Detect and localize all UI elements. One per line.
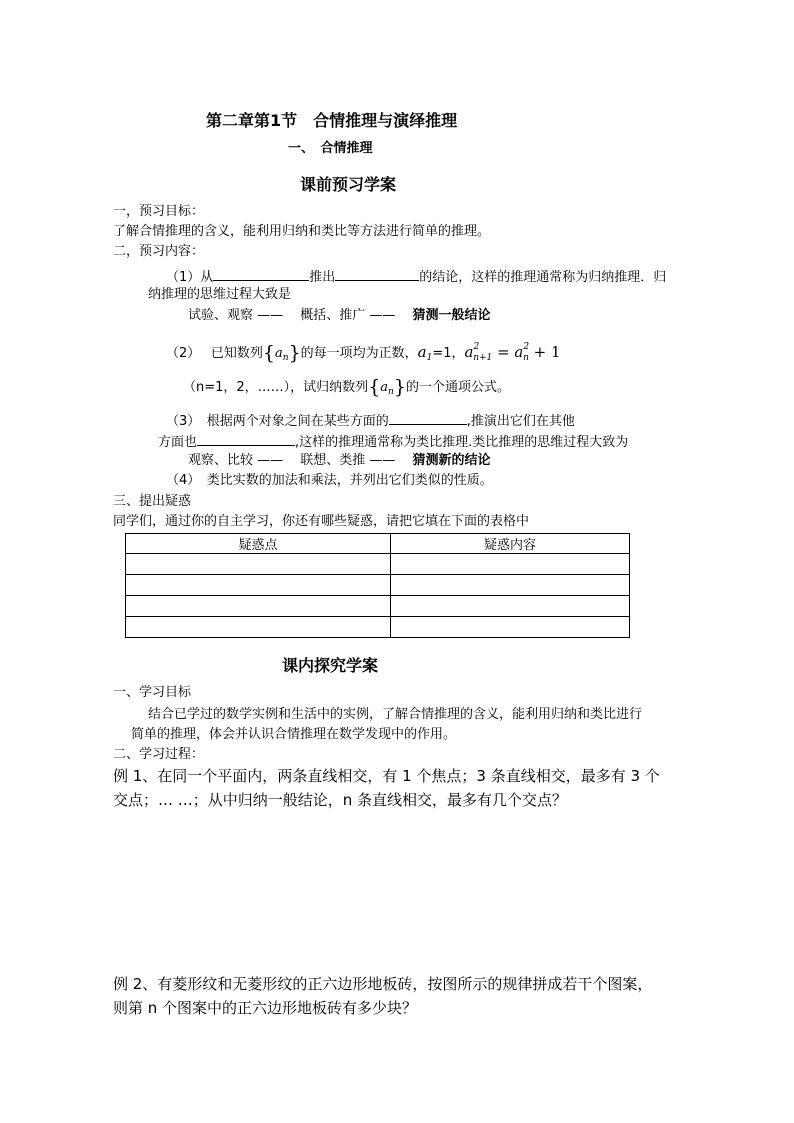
- table-cell[interactable]: [391, 596, 630, 617]
- table-row: [126, 575, 630, 596]
- fill-blank[interactable]: [197, 432, 295, 446]
- left-brace: {: [368, 376, 381, 398]
- table-header-row: [126, 534, 630, 554]
- item3-line2: 方面也 ,这样的推理通常称为类比推理.类比推理的思维过程大致为: [158, 432, 628, 451]
- item4-line: （4） 类比实数的加法和乘法，并列出它们类似的性质。: [166, 473, 493, 488]
- preview-goal-text: 了解合情推理的含义，能利用归纳和类比等方法进行简单的推理。: [113, 224, 491, 239]
- preview-content-heading: 二，预习内容：: [113, 244, 205, 259]
- doubt-heading: 三、提出疑惑: [113, 494, 192, 509]
- example2-line2: 则第 n 个图案中的正六边形地板砖有多少块？: [113, 999, 418, 1017]
- page-subtitle: 一、 合情推理: [288, 141, 373, 156]
- doubt-text: 同学们，通过你的自主学习，你还有哪些疑惑，请把它填在下面的表格中: [113, 514, 530, 529]
- table-cell[interactable]: [391, 617, 630, 638]
- math-a1: $a_1$: [417, 343, 433, 363]
- page-title: 第二章第1节 合情推理与演绎推理: [206, 111, 458, 130]
- doubt-table: [125, 533, 630, 638]
- fill-blank[interactable]: [213, 267, 309, 281]
- section-title-preview: 课前预习学案: [300, 175, 397, 194]
- inclass-goal-text-2: 简单的推理，体会并认识合情推理在数学发现中的作用。: [131, 727, 457, 742]
- table-cell[interactable]: [126, 596, 391, 617]
- inclass-goal-text-1: 结合已学过的数学实例和生活中的实例，了解合情推理的含义，能利用归纳和类比进行: [148, 707, 643, 722]
- table-cell[interactable]: [391, 575, 630, 596]
- item1-line3: 试验、观察 —— 概括、推广 —— 猜测一般结论: [188, 308, 491, 323]
- math-a-n: $a_n$: [380, 380, 394, 397]
- section-title-inclass: 课内探究学案: [282, 656, 379, 675]
- item3-line3: 观察、比较 —— 联想、类推 —— 猜测新的结论: [188, 453, 491, 468]
- item1-line1: （1）从 推出 的结论，这样的推理通常称为归纳推理．归: [166, 267, 666, 286]
- math-a-n: $a_n$: [275, 346, 289, 363]
- item3-line1: （3） 根据两个对象之间在某些方面的 ,推演出它们在其他: [166, 411, 575, 430]
- fill-blank[interactable]: [335, 267, 419, 281]
- table-header-point: 疑惑点: [126, 534, 391, 554]
- example2-line1: 例 2、有菱形纹和无菱形纹的正六边形地板砖，按图所示的规律拼成若干个图案，: [113, 975, 653, 993]
- table-row: [126, 617, 630, 638]
- left-brace: {: [262, 342, 275, 364]
- math-recurrence: $a^2_{n+1} = a^2_n + 1$: [464, 342, 561, 363]
- item2-line1: （2） 已知数列$\{a_n\}$的每一项均为正数，$a_1=1$，$a^2_{n+1} = a^2_n + 1$: [166, 342, 561, 364]
- item2-line2: （n=1，2，……），试归纳数列$\{a_n\}$的一个通项公式。: [183, 376, 510, 398]
- table-cell[interactable]: [391, 554, 630, 575]
- table-row: [126, 596, 630, 617]
- fill-blank[interactable]: [389, 411, 467, 425]
- table-cell[interactable]: [126, 575, 391, 596]
- table-cell[interactable]: [126, 554, 391, 575]
- table-row: [126, 554, 630, 575]
- right-brace: }: [288, 342, 301, 364]
- table-cell[interactable]: [126, 617, 391, 638]
- right-brace: }: [393, 376, 406, 398]
- item1-line2: 纳推理的思维过程大致是: [148, 287, 292, 302]
- inclass-process-heading: 二、学习过程：: [113, 747, 205, 762]
- example1-line2: 交点；… …；从中归纳一般结论，n 条直线相交，最多有几个交点？: [113, 791, 568, 809]
- inclass-goal-heading: 一、学习目标: [113, 685, 192, 700]
- preview-goal-heading: 一，预习目标：: [113, 204, 205, 219]
- example1-line1: 例 1、在同一个平面内，两条直线相交，有 1 个焦点；3 条直线相交，最多有 3 个: [113, 767, 660, 785]
- table-header-content: 疑惑内容: [391, 534, 630, 554]
